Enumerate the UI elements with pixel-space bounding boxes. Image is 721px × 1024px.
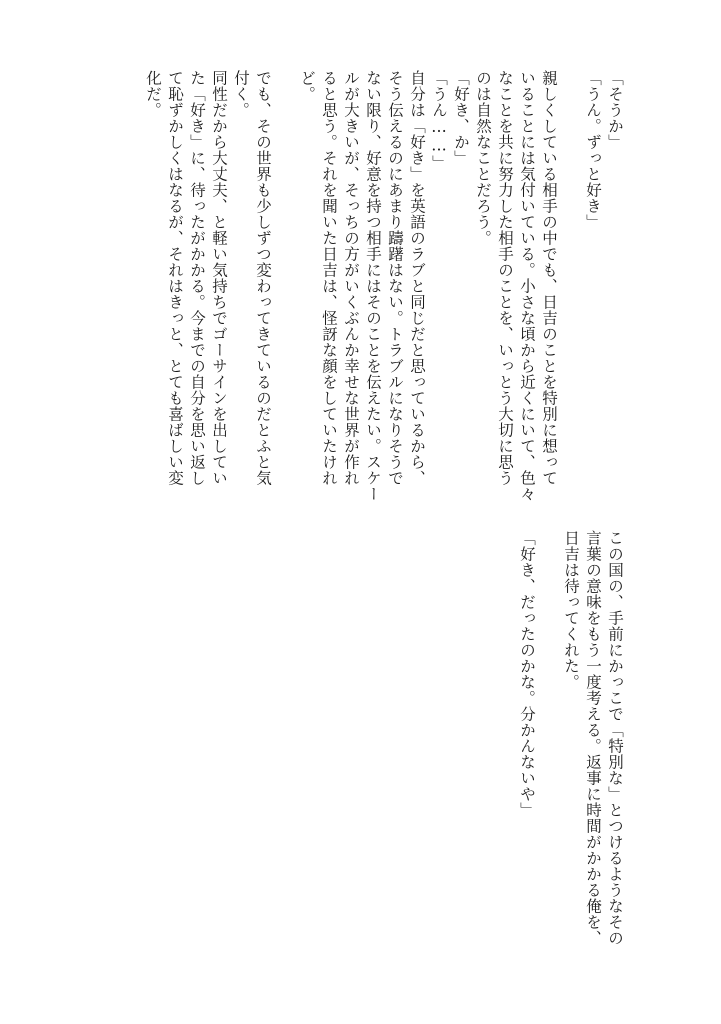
text-column: のは自然なことだろう。 [474,70,492,246]
text-column: 「好き、か」 [452,70,470,166]
text-column: 自分は「好き」を英語のラブと同じだと思っているから、 [408,70,426,486]
text-column: て恥ずかしくはなるが、それはきっと、とても喜ばしい変 [166,70,184,486]
text-column: 親しくしている相手の中でも、日吉のことを特別に想って [540,70,558,486]
text-column: ど。 [298,70,316,102]
text-column: この国の、手前にかっこで「特別な」とつけるようなその [606,530,624,946]
text-column: 言葉の意味をもう一度考える。返事に時間がかかる俺を、 [584,530,602,946]
text-column: 「うん。ずっと好き」 [584,70,602,230]
text-column: ると思う。それを聞いた日吉は、怪訝な顔をしていたけれ [320,70,338,486]
text-column: 付く。 [232,70,250,118]
text-column: た「好き」に、待ったがかかる。今までの自分を思い返し [188,70,206,486]
text-column: 「そうか」 [606,70,624,150]
text-column: でも、その世界も少しずつ変わってきているのだとふと気 [254,70,272,486]
text-column: 「うん……」 [430,70,448,171]
text-column: ルが大きいが、そっちの方がいくぶんか幸せな世界が作れ [342,70,360,486]
text-column: 化だ。 [144,70,162,118]
text-column: 日吉は待ってくれた。 [562,530,580,690]
text-column: ない限り、好意を持つ相手にはそのことを伝えたい。スケー [364,70,382,502]
text-column: 「好き、だったのかな。分かんないや」 [518,530,536,818]
text-column: いることには気付いている。小さな頃から近くにいて、色々 [518,70,536,502]
text-column: 同性だから大丈夫、と軽い気持ちでゴーサインを出してい [210,70,228,486]
text-column: なことを共に努力した相手のことを、いっとう大切に思う [496,70,514,486]
text-column: そう伝えるのにあまり躊躇はない。トラブルになりそうで [386,70,404,486]
